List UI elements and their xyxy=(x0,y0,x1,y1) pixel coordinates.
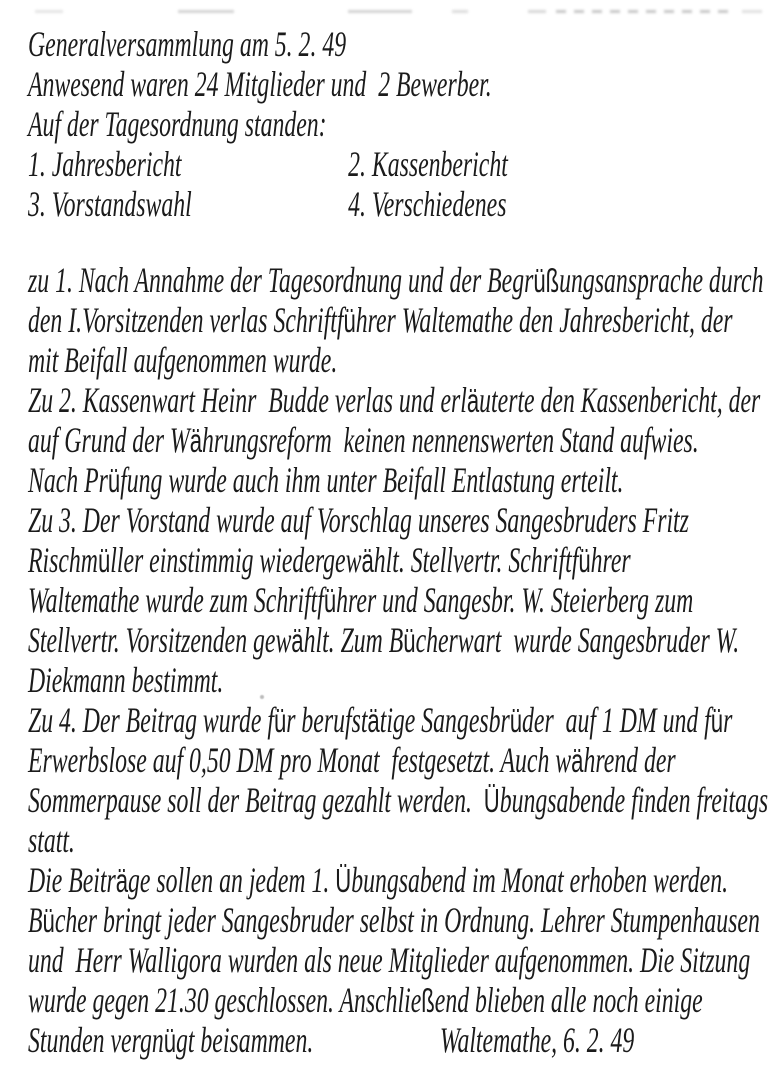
scan-smudge xyxy=(35,10,63,13)
closing-row xyxy=(28,1020,635,1060)
body-line: Zu 2. Kassenwart Heinr Budde verlas und erläuterte den Kassenbericht, der xyxy=(28,380,761,420)
body-line: auf Grund der Währungsreform keinen nennenswerten Stand aufwies. xyxy=(28,420,699,460)
scan-smudge xyxy=(178,10,234,13)
agenda-item-2: 2. Kassenbericht xyxy=(348,144,508,184)
body-line: zu 1. Nach Annahme der Tagesordnung und der Begrüßungsansprache durch xyxy=(28,260,764,300)
scan-smudge xyxy=(528,10,546,13)
body-line: Stellvertr. Vorsitzenden gewählt. Zum Bücherwart wurde Sangesbruder W. xyxy=(28,620,740,660)
body-line: Diekmann bestimmt. xyxy=(28,660,224,700)
agenda-item-3: 3. Vorstandswahl xyxy=(28,184,192,224)
agenda-item-4: 4. Verschiedenes xyxy=(348,184,507,224)
body-line: Zu 4. Der Beitrag wurde für berufstätige Sangesbrüder auf 1 DM und für xyxy=(28,700,733,740)
agenda-item-1: 1. Jahresbericht xyxy=(28,144,182,184)
agenda-row xyxy=(28,144,518,184)
body-line: Nach Prüfung wurde auch ihm unter Beifall Entlastung erteilt. xyxy=(28,460,624,500)
paragraph-gap xyxy=(28,224,771,260)
scan-smudge xyxy=(452,10,468,13)
body-line: Rischmüller einstimmig wiedergewählt. Stellvertr. Schriftführer xyxy=(28,540,631,580)
body-line: Waltemathe wurde zum Schriftführer und Sangesbr. W. Steierberg zum xyxy=(28,580,694,620)
agenda-intro-line: Auf der Tagesordnung standen: xyxy=(28,104,327,144)
body-line: wurde gegen 21.30 geschlossen. Anschließend blieben alle noch einige xyxy=(28,980,703,1020)
minutes-text-block xyxy=(28,24,771,1060)
agenda-row xyxy=(28,184,518,224)
scan-smudge xyxy=(556,10,734,13)
body-line: den I.Vorsitzenden verlas Schriftführer Waltemathe den Jahresbericht, der xyxy=(28,300,733,340)
minutes-title: Generalversammlung am 5. 2. 49 xyxy=(28,24,347,64)
closing-line: Stunden vergnügt beisammen. xyxy=(28,1020,314,1060)
body-line: mit Beifall aufgenommen wurde. xyxy=(28,340,338,380)
scan-smudge xyxy=(742,10,762,13)
body-line: Bücher bringt jeder Sangesbruder selbst in Ordnung. Lehrer Stumpenhausen xyxy=(28,900,760,940)
body-line: Die Beiträge sollen an jedem 1. Übungsabend im Monat erhoben werden. xyxy=(28,860,729,900)
body-line: Zu 3. Der Vorstand wurde auf Vorschlag unseres Sangesbruders Fritz xyxy=(28,500,689,540)
scan-smudge xyxy=(348,10,412,13)
body-line: und Herr Walligora wurden als neue Mitglieder aufgenommen. Die Sitzung xyxy=(28,940,751,980)
attendance-line: Anwesend waren 24 Mitglieder und 2 Bewerber. xyxy=(28,64,492,104)
body-line: statt. xyxy=(28,820,75,860)
signature: Waltemathe, 6. 2. 49 xyxy=(439,1020,635,1060)
body-line: Erwerbslose auf 0,50 DM pro Monat festgesetzt. Auch während der xyxy=(28,740,676,780)
body-line: Sommerpause soll der Beitrag gezahlt werden. Übungsabende finden freitags xyxy=(28,780,769,820)
